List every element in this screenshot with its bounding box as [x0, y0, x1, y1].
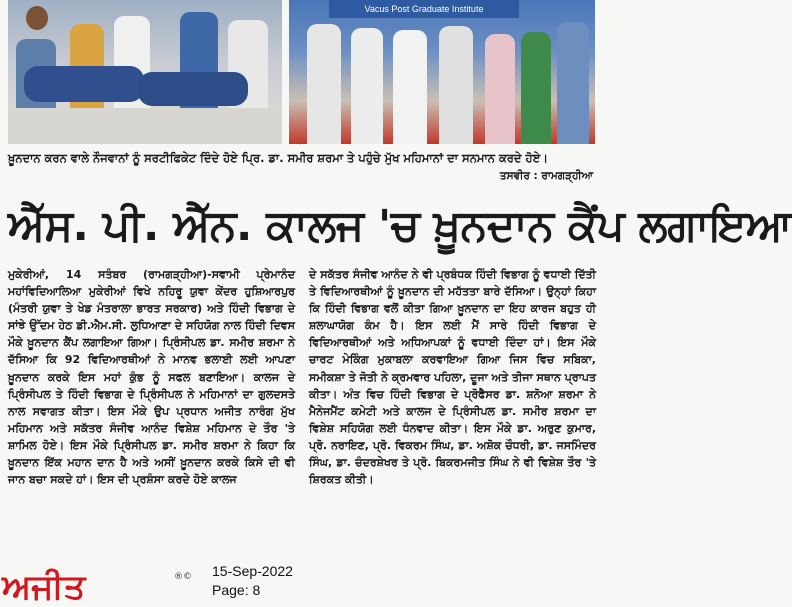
- donor-lying: [24, 66, 144, 102]
- registered-mark: ®©: [174, 572, 192, 582]
- blood-donation-photo: [8, 0, 282, 144]
- article-column-2: ਦੇ ਸਕੱਤਰ ਸੰਜੀਵ ਆਨੰਦ ਨੇ ਵੀ ਪ੍ਰਬੰਧਕ ਹਿੰਦੀ ਵਿਭਾਗ ਨੂੰ ਵਧਾਈ ਦਿੱਤੀ ਤੇ ਵਿਦਿਆਰਥੀਆਂ ਨੂੰ ਖ਼ੂਨਦਾਨ ਦੀ ਮਹੱਤਤਾ ਬਾਰੇ ਦੱਸਿਆ। ਉਨ੍ਹਾਂ ਕਿਹਾ ਕਿ ਹਿੰਦੀ ਵਿਭਾਗ ਵਲੋਂ ਕੀਤਾ ਗਿਆ ਖ਼ੂਨਦਾਨ ਦਾ ਇਹ ਕਾਰਜ ਬਹੁਤ ਹੀ ਸ਼ਲਾਘਾਯੋਗ ਕੰਮ ਹੈ। ਇਸ ਲਈ ਮੈਂ ਸਾਰੇ ਹਿੰਦੀ ਵਿਭਾਗ ਦੇ ਵਿਦਿਆਰਥੀਆਂ ਅਤੇ ਅਧਿਆਪਕਾਂ ਨੂੰ ਵਧਾਈ ਦਿੰਦਾ ਹਾਂ। ਇਸ ਮੌਕੇ ਚਾਰਟ ਮੇਕਿੰਗ ਮੁਕਾਬਲਾ ਕਰਵਾਇਆ ਗਿਆ ਜਿਸ ਵਿਚ ਸਬਿਕਾ, ਸਮੀਕਸ਼ਾ ਤੇ ਜੋਤੀ ਨੇ ਕ੍ਰਮਵਾਰ ਪਹਿਲਾ, ਦੂਜਾ ਅਤੇ ਤੀਜਾ ਸਥਾਨ ਪ੍ਰਾਪਤ ਕੀਤਾ। ਅੰਤ ਵਿਚ ਹਿੰਦੀ ਵਿਭਾਗ ਦੇ ਪ੍ਰੋਫੈਸਰ ਡਾ. ਸ਼ਨੋਆ ਸ਼ਰਮਾ ਨੇ ਮੈਨੇਜਮੈਂਟ ਕਮੇਟੀ ਅਤੇ ਕਾਲਜ ਦੇ ਪ੍ਰਿੰਸੀਪਲ ਡਾ. ਸਮੀਰ ਸ਼ਰਮਾ ਦਾ ਵਿਸ਼ੇਸ਼ ਸਹਿਯੋਗ ਲਈ ਧੰਨਵਾਦ ਕੀਤਾ। ਇਸ ਮੌਕੇ ਡਾ. ਅਰੁਣ ਕੁਮਾਰ, ਪ੍ਰੋ. ਨਰਾਇਣ, ਪ੍ਰੋ. ਵਿਕਰਮ ਸਿੰਘ, ਡਾ. ਅਸ਼ੋਕ ਚੌਧਰੀ, ਡਾ. ਜਸਮਿੰਦਰ ਸਿੰਘ, ਡਾ. ਚੰਦਰਸ਼ੇਖਰ ਤੇ ਪ੍ਰੋ. ਬਿਕਰਮਜੀਤ ਸਿੰਘ ਨੇ ਵੀ ਵਿਸ਼ੇਸ਼ ਤੌਰ 'ਤੇ ਸ਼ਿਰਕਤ ਕੀਤੀ।: [309, 268, 596, 487]
- article-column-1: ਮੁਕੇਰੀਆਂ, 14 ਸਤੰਬਰ (ਰਾਮਗੜ੍ਹੀਆ)-ਸਵਾਮੀ ਪ੍ਰੇਮਾਨੰਦ ਮਹਾਂਵਿਦਿਆਲਿਆ ਮੁਕੇਰੀਆਂ ਵਿਖੇ ਨਹਿਰੂ ਯੁਵਾ ਕੇਂਦਰ ਹੁਸ਼ਿਆਰਪੁਰ (ਮੰਤਰੀ ਯੁਵਾ ਤੇ ਖੇਡ ਮੰਤਰਾਲਾ ਭਾਰਤ ਸਰਕਾਰ) ਅਤੇ ਹਿੰਦੀ ਵਿਭਾਗ ਦੇ ਸਾਂਝੇ ਉੱਦਮ ਹੇਠ ਡੀ.ਐਮ.ਸੀ. ਲੁਧਿਆਣਾ ਦੇ ਸਹਿਯੋਗ ਨਾਲ ਹਿੰਦੀ ਦਿਵਸ ਮੌਕੇ ਖ਼ੂਨਦਾਨ ਕੈਂਪ ਲਗਾਇਆ ਗਿਆ। ਪ੍ਰਿੰਸੀਪਲ ਡਾ. ਸਮੀਰ ਸ਼ਰਮਾ ਨੇ ਦੱਸਿਆ ਕਿ 92 ਵਿਦਿਆਰਥੀਆਂ ਨੇ ਮਾਨਵ ਭਲਾਈ ਲਈ ਆਪਣਾ ਖ਼ੂਨਦਾਨ ਕਰਕੇ ਇਸ ਮਹਾਂ ਕੁੰਭ ਨੂੰ ਸਫਲ ਬਣਾਇਆ। ਕਾਲਜ ਦੇ ਪ੍ਰਿੰਸੀਪਲ ਤੇ ਹਿੰਦੀ ਵਿਭਾਗ ਦੇ ਪ੍ਰਿੰਸੀਪਲ ਨੇ ਮਹਿਮਾਨਾਂ ਦਾ ਗੁਲਦਸਤੇ ਨਾਲ ਸਵਾਗਤ ਕੀਤਾ। ਇਸ ਮੌਕੇ ਉਪ ਪ੍ਰਧਾਨ ਅਜੀਤ ਨਾਰੰਗ ਮੁੱਖ ਮਹਿਮਾਨ ਅਤੇ ਸਕੱਤਰ ਸੰਜੀਵ ਆਨੰਦ ਵਿਸ਼ੇਸ਼ ਮਹਿਮਾਨ ਦੇ ਤੌਰ 'ਤੇ ਸ਼ਾਮਿਲ ਹੋਏ। ਇਸ ਮੌਕੇ ਪ੍ਰਿੰਸੀਪਲ ਡਾ. ਸਮੀਰ ਸ਼ਰਮਾ ਨੇ ਕਿਹਾ ਕਿ ਖ਼ੂਨਦਾਨ ਇੱਕ ਮਹਾਨ ਦਾਨ ਹੈ ਅਤੇ ਅਸੀਂ ਖ਼ੂਨਦਾਨ ਕਰਕੇ ਕਿਸੇ ਦੀ ਵੀ ਜਾਨ ਬਚਾ ਸਕਦੇ ਹਾਂ। ਇਸ ਦੀ ਪ੍ਰਸ਼ੰਸਾ ਕਰਦੇ ਹੋਏ ਕਾਲਜ: [8, 268, 295, 487]
- clipping-footer: [0, 562, 603, 607]
- newspaper-logo: ਅਜੀਤ: [2, 567, 86, 607]
- institute-banner: Vacus Post Graduate Institute: [329, 0, 519, 18]
- headline: ਐੱਸ. ਪੀ. ਐੱਨ. ਕਾਲਜ 'ਚ ਖ਼ੂਨਦਾਨ ਕੈਂਪ ਲਗਾਇਆ: [8, 201, 792, 251]
- donor-lying: [138, 72, 248, 106]
- publication-date: 15-Sep-2022: [212, 563, 293, 579]
- page-number: Page: 8: [212, 582, 261, 598]
- photo-credit: ਤਸਵੀਰ : ਰਾਮਗੜ੍ਹੀਆ: [499, 170, 593, 182]
- article-body: [8, 266, 596, 578]
- felicitation-photo: [289, 0, 595, 144]
- photo-strip: [8, 0, 595, 144]
- photo-caption: ਖ਼ੂਨਦਾਨ ਕਰਨ ਵਾਲੇ ਨੌਜਵਾਨਾਂ ਨੂੰ ਸਰਟੀਫਿਕੇਟ ਦਿੰਦੇ ਹੋਏ ਪ੍ਰਿ. ਡਾ. ਸਮੀਰ ਸ਼ਰਮਾ ਤੇ ਪਹੁੰਚੇ ਮੁੱਖ ਮਹਿਮਾਨਾਂ ਦਾ ਸਨਮਾਨ ਕਰਦੇ ਹੋਏ।: [8, 151, 548, 165]
